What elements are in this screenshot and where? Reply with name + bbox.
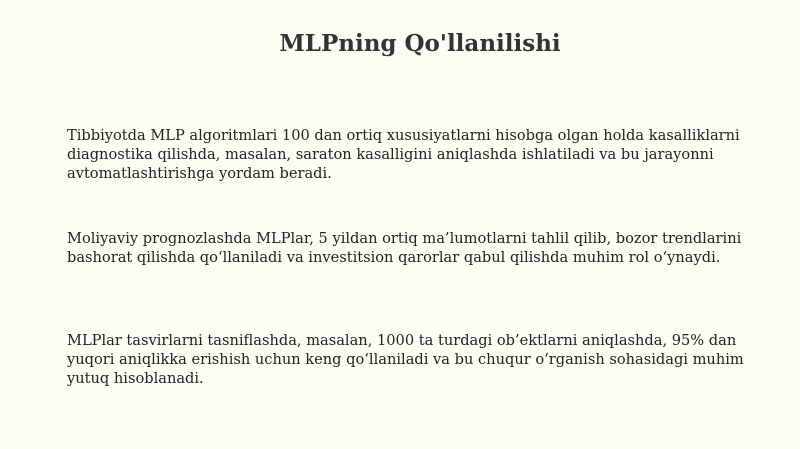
paragraph-image-classification: MLPlar tasvirlarni tasniflashda, masalan, 1000 ta turdagi ob’ektlarni aniqlashda, 95% dan yuqori aniqlikka erishish uchun keng qo‘llaniladi va bu chuqur o‘rganish sohasidagi muhim yutuq hisoblanadi.: [67, 332, 744, 387]
paragraph-medicine: Tibbiyotda MLP algoritmlari 100 dan ortiq xususiyatlarni hisobga olgan holda kasalliklarni diagnostika qilishda, masalan, saraton kasalligini aniqlashda ishlatiladi va bu jarayonni avtomatlashtirishga yordam beradi.: [67, 127, 740, 182]
paragraph-finance: Moliyaviy prognozlashda MLPlar, 5 yildan ortiq ma’lumotlarni tahlil qilib, bozor trendlarini bashorat qilishda qo‘llaniladi va investitsion qarorlar qabul qilishda muhim rol o‘ynaydi.: [67, 230, 742, 266]
slide-title: MLPning Qo'llanilishi: [279, 30, 561, 57]
